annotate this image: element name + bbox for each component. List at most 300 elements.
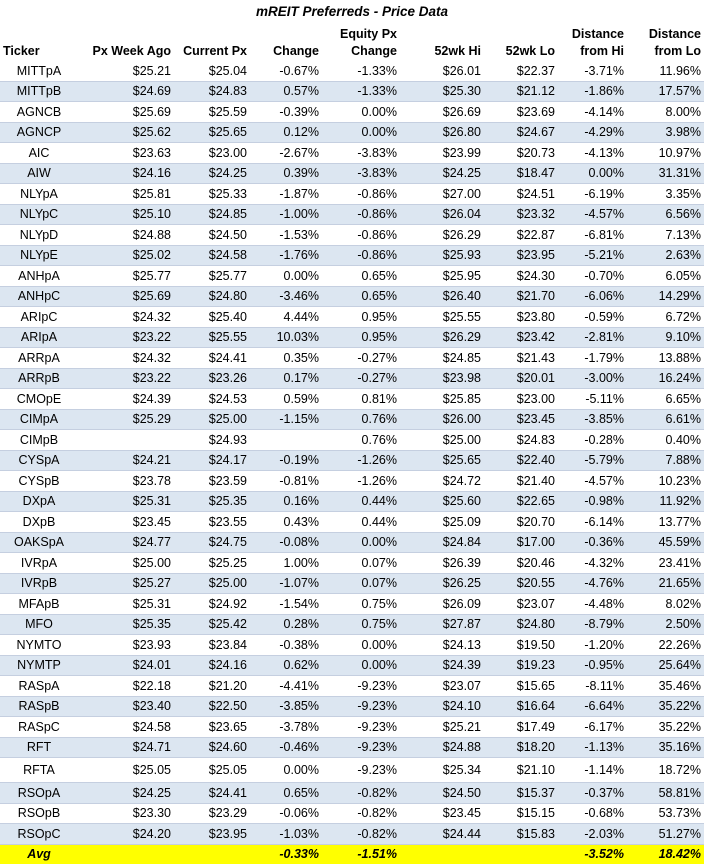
cell-distance-from-hi: -6.14%: [558, 512, 627, 533]
cell-px-week-ago: $23.22: [78, 368, 174, 389]
cell-current-px: $24.93: [174, 430, 250, 451]
cell-52wk-lo: $17.00: [484, 532, 558, 553]
cell-current-px: $24.92: [174, 594, 250, 615]
cell-distance-from-lo: 0.40%: [627, 430, 704, 451]
cell-ticker: ARRpB: [0, 368, 78, 389]
header-distance-from-hi: [558, 22, 627, 61]
cell-distance-from-hi: -6.64%: [558, 696, 627, 717]
cell-ticker: AIW: [0, 163, 78, 184]
cell-change: -3.78%: [250, 717, 322, 738]
table-row: [0, 348, 704, 369]
cell-current-px: $25.42: [174, 614, 250, 635]
cell-px-week-ago: $24.69: [78, 81, 174, 102]
cell-distance-from-lo: 13.88%: [627, 348, 704, 369]
table-row: [0, 266, 704, 287]
cell-equity-px-change: -1.26%: [322, 471, 400, 492]
table-row: [0, 532, 704, 553]
cell-current-px: $23.59: [174, 471, 250, 492]
cell-distance-from-lo: 31.31%: [627, 163, 704, 184]
table-row: [0, 512, 704, 533]
sheet-title: mREIT Preferreds - Price Data: [255, 4, 449, 19]
cell-px-week-ago: $24.77: [78, 532, 174, 553]
cell-ticker: RSOpC: [0, 824, 78, 845]
table-row: [0, 307, 704, 328]
table-row: [0, 553, 704, 574]
cell-52wk-hi: $25.30: [400, 81, 484, 102]
cell-distance-from-hi: -0.70%: [558, 266, 627, 287]
cell-px-week-ago: $23.30: [78, 803, 174, 824]
cell-ticker: NLYpE: [0, 245, 78, 266]
cell-equity-px-change: -0.82%: [322, 824, 400, 845]
cell-equity-px-change: 0.07%: [322, 573, 400, 594]
cell-change: 0.39%: [250, 163, 322, 184]
cell-52wk-lo: $23.32: [484, 204, 558, 225]
cell-change: 0.57%: [250, 81, 322, 102]
cell-52wk-hi: $25.65: [400, 450, 484, 471]
cell-px-week-ago: $25.05: [78, 758, 174, 783]
cell-52wk-hi: $26.25: [400, 573, 484, 594]
cell-distance-from-lo: 3.35%: [627, 184, 704, 205]
cell-current-px: $22.50: [174, 696, 250, 717]
cell-current-px: $25.00: [174, 409, 250, 430]
cell-52wk-lo: $23.69: [484, 102, 558, 123]
cell-distance-from-lo: 6.56%: [627, 204, 704, 225]
cell-distance-from-lo: 6.05%: [627, 266, 704, 287]
cell-52wk-hi: $24.13: [400, 635, 484, 656]
table-row: [0, 737, 704, 758]
cell-change: -0.81%: [250, 471, 322, 492]
table-row: [0, 635, 704, 656]
table-row: [0, 368, 704, 389]
cell-current-px: $24.60: [174, 737, 250, 758]
table-row: [0, 184, 704, 205]
cell-distance-from-hi: -6.19%: [558, 184, 627, 205]
cell-distance-from-lo: 35.22%: [627, 717, 704, 738]
cell-px-week-ago: $25.21: [78, 61, 174, 81]
cell-distance-from-hi: -1.20%: [558, 635, 627, 656]
cell-ticker: AGNCB: [0, 102, 78, 123]
cell-52wk-lo: $21.12: [484, 81, 558, 102]
cell-distance-from-hi: -4.57%: [558, 204, 627, 225]
cell-change: 0.65%: [250, 783, 322, 804]
cell-change: -1.15%: [250, 409, 322, 430]
cell-equity-px-change: -1.33%: [322, 81, 400, 102]
cell-change: 0.00%: [250, 758, 322, 783]
cell-ticker: IVRpB: [0, 573, 78, 594]
cell-px-week-ago: $23.22: [78, 327, 174, 348]
cell-52wk-hi: $23.45: [400, 803, 484, 824]
cell-change: -1.87%: [250, 184, 322, 205]
cell-52wk-hi: $24.50: [400, 783, 484, 804]
header-current-px: Current Px: [183, 44, 247, 58]
table-row: [0, 81, 704, 102]
cell-equity-px-change: 0.95%: [322, 307, 400, 328]
table-footer: [0, 844, 704, 864]
cell-distance-from-hi: -4.13%: [558, 143, 627, 164]
cell-52wk-lo: $21.43: [484, 348, 558, 369]
header-distance-from-lo: [627, 22, 704, 61]
cell-distance-from-hi: -8.11%: [558, 676, 627, 697]
cell-distance-from-lo: 16.24%: [627, 368, 704, 389]
table-row: [0, 286, 704, 307]
table-row: [0, 163, 704, 184]
cell-equity-px-change: -0.86%: [322, 184, 400, 205]
cell-ticker: AIC: [0, 143, 78, 164]
cell-distance-from-lo: 14.29%: [627, 286, 704, 307]
cell-current-px: $24.50: [174, 225, 250, 246]
cell-px-week-ago: $24.88: [78, 225, 174, 246]
cell-52wk-lo: $24.83: [484, 430, 558, 451]
cell-px-week-ago: $25.29: [78, 409, 174, 430]
cell-equity-px-change: -0.82%: [322, 803, 400, 824]
cell-ticker: RASpB: [0, 696, 78, 717]
table-row: [0, 824, 704, 845]
cell-distance-from-lo: 2.50%: [627, 614, 704, 635]
cell-equity-px-change: -0.27%: [322, 368, 400, 389]
cell-52wk-lo: $20.55: [484, 573, 558, 594]
cell-equity-px-change: 0.81%: [322, 389, 400, 410]
cell-current-px: $25.40: [174, 307, 250, 328]
cell-equity-px-change: 0.44%: [322, 512, 400, 533]
cell-px-week-ago: $25.00: [78, 553, 174, 574]
cell-current-px: $25.59: [174, 102, 250, 123]
cell-52wk-lo: $19.50: [484, 635, 558, 656]
avg-change: -0.33%: [250, 844, 322, 864]
cell-equity-px-change: 0.65%: [322, 266, 400, 287]
cell-distance-from-hi: -4.57%: [558, 471, 627, 492]
cell-current-px: $24.16: [174, 655, 250, 676]
cell-52wk-hi: $24.39: [400, 655, 484, 676]
cell-equity-px-change: -9.23%: [322, 696, 400, 717]
cell-distance-from-lo: 45.59%: [627, 532, 704, 553]
cell-distance-from-lo: 35.22%: [627, 696, 704, 717]
header-distance-from-lo-line1: Distance: [648, 27, 701, 41]
cell-52wk-lo: $23.00: [484, 389, 558, 410]
cell-ticker: CIMpB: [0, 430, 78, 451]
cell-equity-px-change: 0.76%: [322, 409, 400, 430]
cell-52wk-hi: $24.72: [400, 471, 484, 492]
cell-px-week-ago: $25.31: [78, 491, 174, 512]
cell-52wk-hi: $25.09: [400, 512, 484, 533]
cell-current-px: $24.80: [174, 286, 250, 307]
cell-ticker: CIMpA: [0, 409, 78, 430]
table-row: [0, 450, 704, 471]
cell-distance-from-lo: 7.13%: [627, 225, 704, 246]
header-distance-from-lo-line2: from Lo: [654, 44, 701, 58]
cell-distance-from-lo: 53.73%: [627, 803, 704, 824]
cell-ticker: RASpA: [0, 676, 78, 697]
cell-change: -1.00%: [250, 204, 322, 225]
cell-ticker: MFO: [0, 614, 78, 635]
cell-change: -4.41%: [250, 676, 322, 697]
cell-52wk-hi: $24.44: [400, 824, 484, 845]
cell-equity-px-change: 0.00%: [322, 122, 400, 143]
table-row: [0, 430, 704, 451]
cell-distance-from-hi: -1.79%: [558, 348, 627, 369]
cell-ticker: DXpB: [0, 512, 78, 533]
table-row: [0, 143, 704, 164]
cell-current-px: $25.33: [174, 184, 250, 205]
cell-equity-px-change: -3.83%: [322, 143, 400, 164]
cell-ticker: ARIpA: [0, 327, 78, 348]
cell-change: -0.08%: [250, 532, 322, 553]
cell-change: -0.19%: [250, 450, 322, 471]
cell-distance-from-hi: -3.71%: [558, 61, 627, 81]
cell-current-px: $25.65: [174, 122, 250, 143]
avg-empty-cell: [78, 844, 174, 864]
cell-change: 0.59%: [250, 389, 322, 410]
cell-current-px: $23.84: [174, 635, 250, 656]
table-row: [0, 327, 704, 348]
cell-px-week-ago: $24.58: [78, 717, 174, 738]
cell-current-px: $25.05: [174, 758, 250, 783]
cell-distance-from-hi: -0.98%: [558, 491, 627, 512]
cell-change: 0.62%: [250, 655, 322, 676]
cell-equity-px-change: 0.76%: [322, 430, 400, 451]
cell-distance-from-hi: -0.68%: [558, 803, 627, 824]
cell-current-px: $25.04: [174, 61, 250, 81]
cell-change: 0.12%: [250, 122, 322, 143]
cell-change: 0.43%: [250, 512, 322, 533]
table-row: [0, 245, 704, 266]
table-row: [0, 614, 704, 635]
cell-52wk-hi: $23.98: [400, 368, 484, 389]
avg-row: [0, 844, 704, 864]
table-row: [0, 491, 704, 512]
cell-equity-px-change: 0.07%: [322, 553, 400, 574]
cell-ticker: OAKSpA: [0, 532, 78, 553]
cell-current-px: $23.55: [174, 512, 250, 533]
header-equity-px-change: [322, 22, 400, 61]
table-row: [0, 409, 704, 430]
table-row: [0, 655, 704, 676]
table-row: [0, 594, 704, 615]
cell-distance-from-lo: 8.00%: [627, 102, 704, 123]
header-equity-px-change-line2: Change: [351, 44, 397, 58]
cell-52wk-hi: $26.40: [400, 286, 484, 307]
cell-distance-from-hi: -6.81%: [558, 225, 627, 246]
cell-change: [250, 430, 322, 451]
cell-change: 0.28%: [250, 614, 322, 635]
table-row: [0, 696, 704, 717]
cell-equity-px-change: -0.86%: [322, 245, 400, 266]
cell-52wk-hi: $27.87: [400, 614, 484, 635]
cell-px-week-ago: $24.32: [78, 348, 174, 369]
cell-px-week-ago: $23.63: [78, 143, 174, 164]
cell-current-px: $23.95: [174, 824, 250, 845]
cell-current-px: $24.75: [174, 532, 250, 553]
cell-distance-from-lo: 11.96%: [627, 61, 704, 81]
cell-distance-from-lo: 21.65%: [627, 573, 704, 594]
cell-px-week-ago: $24.21: [78, 450, 174, 471]
cell-change: -0.38%: [250, 635, 322, 656]
cell-px-week-ago: $24.01: [78, 655, 174, 676]
avg-empty-cell: [484, 844, 558, 864]
cell-52wk-lo: $20.01: [484, 368, 558, 389]
cell-change: -3.85%: [250, 696, 322, 717]
cell-px-week-ago: $23.93: [78, 635, 174, 656]
cell-distance-from-hi: -1.86%: [558, 81, 627, 102]
cell-current-px: $25.35: [174, 491, 250, 512]
cell-52wk-lo: $16.64: [484, 696, 558, 717]
cell-equity-px-change: 0.00%: [322, 655, 400, 676]
cell-distance-from-lo: 35.16%: [627, 737, 704, 758]
cell-ticker: NYMTP: [0, 655, 78, 676]
cell-52wk-lo: $23.45: [484, 409, 558, 430]
cell-change: -0.39%: [250, 102, 322, 123]
table-row: [0, 204, 704, 225]
cell-change: 1.00%: [250, 553, 322, 574]
cell-distance-from-hi: 0.00%: [558, 163, 627, 184]
cell-52wk-hi: $25.95: [400, 266, 484, 287]
cell-distance-from-lo: 3.98%: [627, 122, 704, 143]
cell-52wk-lo: $21.70: [484, 286, 558, 307]
cell-distance-from-lo: 25.64%: [627, 655, 704, 676]
cell-equity-px-change: -0.82%: [322, 783, 400, 804]
cell-52wk-lo: $15.37: [484, 783, 558, 804]
avg-distance-from-hi: -3.52%: [558, 844, 627, 864]
cell-ticker: RASpC: [0, 717, 78, 738]
cell-52wk-lo: $22.87: [484, 225, 558, 246]
table-row: [0, 758, 704, 783]
cell-52wk-hi: $26.80: [400, 122, 484, 143]
cell-px-week-ago: $25.27: [78, 573, 174, 594]
cell-52wk-hi: $26.69: [400, 102, 484, 123]
cell-px-week-ago: $25.02: [78, 245, 174, 266]
cell-52wk-hi: $25.93: [400, 245, 484, 266]
table-row: [0, 573, 704, 594]
cell-distance-from-lo: 51.27%: [627, 824, 704, 845]
cell-ticker: NLYpA: [0, 184, 78, 205]
cell-distance-from-hi: -0.36%: [558, 532, 627, 553]
cell-change: -1.53%: [250, 225, 322, 246]
cell-52wk-lo: $23.95: [484, 245, 558, 266]
avg-empty-cell: [174, 844, 250, 864]
cell-distance-from-lo: 7.88%: [627, 450, 704, 471]
cell-52wk-lo: $22.37: [484, 61, 558, 81]
cell-change: -1.76%: [250, 245, 322, 266]
cell-ticker: RFTA: [0, 758, 78, 783]
cell-px-week-ago: $25.62: [78, 122, 174, 143]
cell-distance-from-lo: 6.65%: [627, 389, 704, 410]
table-row: [0, 61, 704, 81]
cell-distance-from-lo: 23.41%: [627, 553, 704, 574]
cell-px-week-ago: $25.77: [78, 266, 174, 287]
cell-ticker: AGNCP: [0, 122, 78, 143]
cell-52wk-lo: $22.40: [484, 450, 558, 471]
cell-52wk-hi: $25.21: [400, 717, 484, 738]
header-equity-px-change-line1: Equity Px: [340, 27, 397, 41]
cell-px-week-ago: $24.32: [78, 307, 174, 328]
cell-px-week-ago: $23.45: [78, 512, 174, 533]
cell-distance-from-lo: 6.61%: [627, 409, 704, 430]
cell-ticker: CYSpB: [0, 471, 78, 492]
cell-distance-from-lo: 17.57%: [627, 81, 704, 102]
cell-distance-from-hi: -1.13%: [558, 737, 627, 758]
cell-current-px: $24.85: [174, 204, 250, 225]
cell-52wk-hi: $24.84: [400, 532, 484, 553]
cell-distance-from-lo: 10.23%: [627, 471, 704, 492]
cell-px-week-ago: $25.35: [78, 614, 174, 635]
cell-px-week-ago: [78, 430, 174, 451]
header-distance-from-hi-line2: from Hi: [580, 44, 624, 58]
cell-distance-from-hi: -2.81%: [558, 327, 627, 348]
table-row: [0, 717, 704, 738]
cell-distance-from-hi: -4.76%: [558, 573, 627, 594]
cell-distance-from-hi: -4.29%: [558, 122, 627, 143]
cell-52wk-lo: $15.65: [484, 676, 558, 697]
cell-distance-from-hi: -0.59%: [558, 307, 627, 328]
cell-52wk-hi: $23.99: [400, 143, 484, 164]
cell-px-week-ago: $23.78: [78, 471, 174, 492]
header-px-week-ago: Px Week Ago: [92, 44, 171, 58]
cell-52wk-lo: $15.83: [484, 824, 558, 845]
cell-52wk-hi: $25.85: [400, 389, 484, 410]
cell-change: 0.35%: [250, 348, 322, 369]
cell-px-week-ago: $22.18: [78, 676, 174, 697]
cell-current-px: $24.58: [174, 245, 250, 266]
cell-52wk-hi: $25.60: [400, 491, 484, 512]
cell-distance-from-hi: -6.17%: [558, 717, 627, 738]
header-ticker: Ticker: [3, 44, 40, 58]
cell-current-px: $25.25: [174, 553, 250, 574]
cell-current-px: $24.53: [174, 389, 250, 410]
cell-52wk-lo: $21.40: [484, 471, 558, 492]
cell-52wk-hi: $25.55: [400, 307, 484, 328]
cell-distance-from-lo: 58.81%: [627, 783, 704, 804]
table-row: [0, 783, 704, 804]
cell-52wk-hi: $26.09: [400, 594, 484, 615]
cell-equity-px-change: -9.23%: [322, 758, 400, 783]
cell-equity-px-change: 0.44%: [322, 491, 400, 512]
cell-px-week-ago: $24.20: [78, 824, 174, 845]
cell-current-px: $24.83: [174, 81, 250, 102]
cell-change: -1.54%: [250, 594, 322, 615]
cell-change: 10.03%: [250, 327, 322, 348]
cell-52wk-lo: $17.49: [484, 717, 558, 738]
avg-distance-from-lo: 18.42%: [627, 844, 704, 864]
cell-52wk-lo: $24.67: [484, 122, 558, 143]
cell-equity-px-change: 0.65%: [322, 286, 400, 307]
cell-change: 0.00%: [250, 266, 322, 287]
cell-52wk-hi: $23.07: [400, 676, 484, 697]
header-distance-from-hi-line1: Distance: [571, 27, 624, 41]
cell-px-week-ago: $23.40: [78, 696, 174, 717]
cell-ticker: NLYpC: [0, 204, 78, 225]
cell-current-px: $25.00: [174, 573, 250, 594]
cell-52wk-hi: $25.34: [400, 758, 484, 783]
cell-distance-from-hi: -0.28%: [558, 430, 627, 451]
cell-ticker: RSOpA: [0, 783, 78, 804]
cell-change: -0.67%: [250, 61, 322, 81]
cell-52wk-lo: $19.23: [484, 655, 558, 676]
cell-current-px: $21.20: [174, 676, 250, 697]
cell-distance-from-hi: -0.37%: [558, 783, 627, 804]
cell-equity-px-change: -3.83%: [322, 163, 400, 184]
cell-52wk-hi: $27.00: [400, 184, 484, 205]
cell-52wk-hi: $26.00: [400, 409, 484, 430]
cell-ticker: NYMTO: [0, 635, 78, 656]
cell-current-px: $24.41: [174, 783, 250, 804]
cell-distance-from-hi: -1.14%: [558, 758, 627, 783]
cell-equity-px-change: 0.75%: [322, 594, 400, 615]
cell-52wk-lo: $24.30: [484, 266, 558, 287]
cell-ticker: DXpA: [0, 491, 78, 512]
cell-52wk-lo: $20.73: [484, 143, 558, 164]
cell-px-week-ago: $24.71: [78, 737, 174, 758]
cell-current-px: $23.26: [174, 368, 250, 389]
cell-distance-from-hi: -8.79%: [558, 614, 627, 635]
